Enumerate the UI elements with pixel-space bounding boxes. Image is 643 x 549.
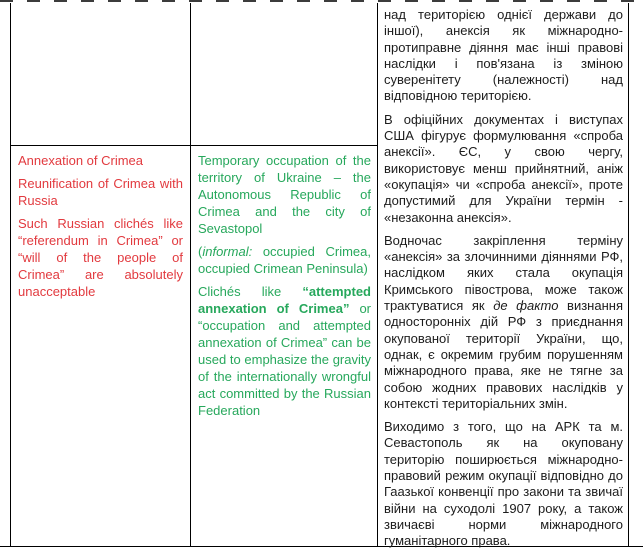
recommended-term-definition: Temporary occupation of the territory of Ukraine – the Autonomous Republic of Crimea and the city of Sevastopol (198, 153, 371, 236)
commentary-term-interpretation (384, 233, 623, 412)
interpretation-pre: Водночас закріплення терміну «анексія» за злочинними діяннями РФ, наслідком яких стала окупація Кримського півострова, може також трактуватися як (384, 232, 623, 314)
table-top-edge-cut (0, 0, 643, 2)
unacceptable-term-annexation: Annexation of Crimea (18, 153, 144, 168)
recommended-term-informal (198, 243, 371, 277)
de-facto-italic: де факто (493, 298, 559, 314)
recommended-cliches-note (198, 283, 371, 419)
cliches-note-pre: Clichés like (198, 284, 303, 299)
cell-legal-commentary (378, 3, 628, 549)
cliches-note-bold-term: “attempted annexation of Crimea” (198, 284, 371, 316)
cell-recommended-terms (191, 146, 377, 425)
paren-open: ( (198, 244, 203, 259)
cliches-note-post: or “occupation and attempted annexation of Crimea” can be used to emphasize the gravity of the internationally wrongful act committed by the Russian Federation (198, 301, 371, 418)
unacceptable-cliches-note: Such Russian clichés like “referendum in Crimea” or “will of the people of Crimea” are absolutely unacceptable (18, 216, 183, 299)
unacceptable-term-reunification: Reunification of Crimea with Russia (18, 176, 183, 208)
table-border-right (628, 3, 629, 547)
interpretation-post: визнання односторонніх дій РФ з приєднання окупованої території України, що, однак, є окремим грубим порушенням міжнародного права, яке не тягне за собою жодних правових наслідків у контексті територіальних змін. (384, 298, 623, 411)
cell-unacceptable-terms (11, 146, 190, 306)
commentary-annexation-consequences: над територією однієї держави до іншої), анексія як міжнародно-протиправне діяння має інші правові наслідки і пов'язана із зміною суверенітету (належності) над відповідною територією. (384, 7, 623, 104)
informal-terms: occupied Crimea, occupied Crimean Peninsula) (198, 244, 371, 276)
commentary-occupation-regime: Виходимо з того, що на АРК та м. Севастополь як на окуповану територію поширюється міжнародно-правовий режим окупації відповідно до Гаазької конвенції про закони та звичаї війни на суходолі 1907 року, а також звичаєві норми міжнародного гуманітарного права. (384, 419, 623, 549)
commentary-usa-eu-terms: В офіційних документах і виступах США фігурує формулювання «спроба анексії». ЄС, у свою чергу, використовує менш прийнятний, аніж «окупація» чи «спроба анексії», проте допустимий для України термін - «незаконна анексія». (384, 111, 623, 225)
informal-label: informal: (202, 244, 253, 259)
